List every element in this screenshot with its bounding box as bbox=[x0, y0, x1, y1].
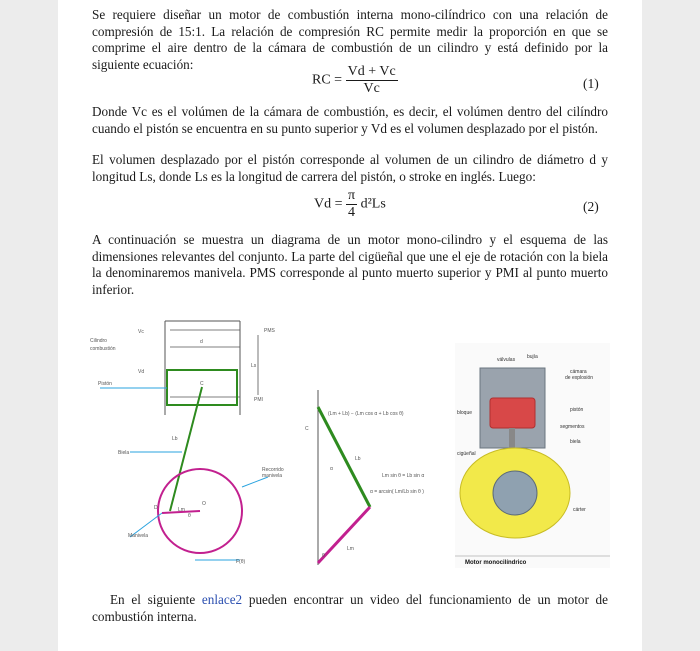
label-piston-right: pistón bbox=[570, 407, 584, 413]
rod-segment bbox=[318, 407, 370, 507]
label-valvulas: válvulas bbox=[497, 357, 516, 363]
paragraph-link bbox=[92, 592, 608, 625]
video-link[interactable]: enlace2 bbox=[201, 592, 243, 607]
engine-illustration bbox=[455, 343, 610, 568]
eq2-numerator: π bbox=[348, 188, 356, 203]
label-formula-1: Lm sin θ = Lb sin α bbox=[382, 473, 425, 479]
label-recorrido: Recorrido bbox=[262, 467, 284, 473]
label-d-point: D bbox=[154, 505, 158, 511]
eq2-lhs: Vd = bbox=[314, 196, 343, 212]
label-carter: cárter bbox=[573, 507, 586, 513]
eq1-fraction bbox=[346, 64, 398, 97]
label-manivela: Manivela bbox=[128, 533, 149, 539]
crankshaft bbox=[493, 471, 537, 515]
label-segmentos: segmentos bbox=[560, 424, 585, 430]
label-bujia: bujía bbox=[527, 354, 538, 360]
label-vd: Vd bbox=[138, 369, 145, 375]
label-d: d bbox=[200, 339, 203, 345]
link-sentence-end: pueden encontrar un video del funcionamiento de un motor de combustión interna. bbox=[92, 592, 608, 624]
label-bloque: bloque bbox=[457, 410, 473, 416]
label-c: C bbox=[200, 381, 204, 387]
label-manivela-recorrido: manivela bbox=[262, 473, 283, 479]
label-o: O bbox=[202, 501, 206, 507]
label-ciguenal: cigüeñal bbox=[457, 451, 476, 457]
piston-shape bbox=[490, 398, 535, 428]
label-explosion: de explosión bbox=[565, 375, 594, 381]
eq1-numerator: Vd + Vc bbox=[347, 64, 396, 79]
paragraph-intro: Se requiere diseñar un motor de combustión interna mono-cilíndrico con una relación de compresión de 15:1. La relación de compresión RC permite medir la proporción en que se comprime el aire dentro de la cámara de combustión de un cilindro y está definido por la siguiente ecuación: bbox=[92, 7, 608, 72]
paragraph-where: Donde Vc es el volúmen de la cámara de combustión, es decir, el volúmen dentro del cilíndro cuando el pistón se encuentra en su punto superior y Vd es el volumen desplazado por el pistón. bbox=[92, 104, 608, 136]
equation-1 bbox=[312, 64, 398, 97]
label-f-theta: F(θ) bbox=[236, 559, 246, 565]
label-camara: cámara bbox=[570, 369, 587, 375]
label-biela-right: biela bbox=[570, 439, 581, 445]
label-formula-2: α = arcsin( Lm/Lb sin θ ) bbox=[370, 489, 424, 495]
eq2-number: (2) bbox=[583, 199, 599, 214]
label-pmi: PMI bbox=[254, 397, 263, 403]
label-pms: PMS bbox=[264, 328, 275, 334]
label-lb-mid: Lb bbox=[355, 456, 361, 462]
eq2-fraction bbox=[346, 188, 357, 221]
label-top-formula: (Lm + Lb) − (Lm cos α + Lb cos θ) bbox=[328, 411, 404, 417]
figure-caption: Motor monocilíndrico bbox=[465, 560, 527, 566]
crank-segment bbox=[318, 507, 370, 563]
eq1-denominator: Vc bbox=[363, 81, 380, 96]
paragraph-diagram: A continuación se muestra un diagrama de un motor mono-cilindro y el esquema de las dimensiones relevantes del conjunto. La parte del cigüeñal que une el eje de rotación con la biela la denominaremos manivela. PMS corresponde al punto muerto superior y PMI al punto muerto inferior. bbox=[92, 232, 608, 297]
paragraph-volume: El volumen desplazado por el pistón corresponde al volumen de un cilindro de diámetro d y longitud Ls, donde Ls es la longitud de carrera del pistón, o stroke en inglés. Luego: bbox=[92, 152, 608, 184]
eq1-number: (1) bbox=[583, 76, 599, 91]
link-sentence-start: En el siguiente bbox=[110, 592, 202, 607]
label-ls: Ls bbox=[251, 363, 257, 369]
label-lb: Lb bbox=[172, 436, 178, 442]
label-combustion: combustión bbox=[90, 346, 116, 352]
geometry-sketch bbox=[300, 385, 455, 570]
engine-schematic bbox=[90, 315, 295, 570]
label-biela: Biela bbox=[118, 450, 130, 456]
label-theta: θ bbox=[188, 513, 191, 519]
label-alpha: α bbox=[330, 466, 333, 472]
label-lm-mid: Lm bbox=[347, 546, 354, 552]
label-c-mid: C bbox=[305, 426, 309, 432]
eq2-denominator: 4 bbox=[348, 205, 356, 220]
label-vc: Vc bbox=[138, 329, 144, 335]
equation-2 bbox=[314, 188, 386, 221]
eq2-rhs: d²Ls bbox=[360, 196, 386, 212]
eq1-lhs: RC = bbox=[312, 72, 343, 88]
label-theta-mid: θ bbox=[322, 553, 325, 559]
label-piston: Pistón bbox=[98, 381, 112, 387]
label-cilindro: Cilindro bbox=[90, 338, 107, 344]
label-lm: Lm bbox=[178, 507, 185, 513]
